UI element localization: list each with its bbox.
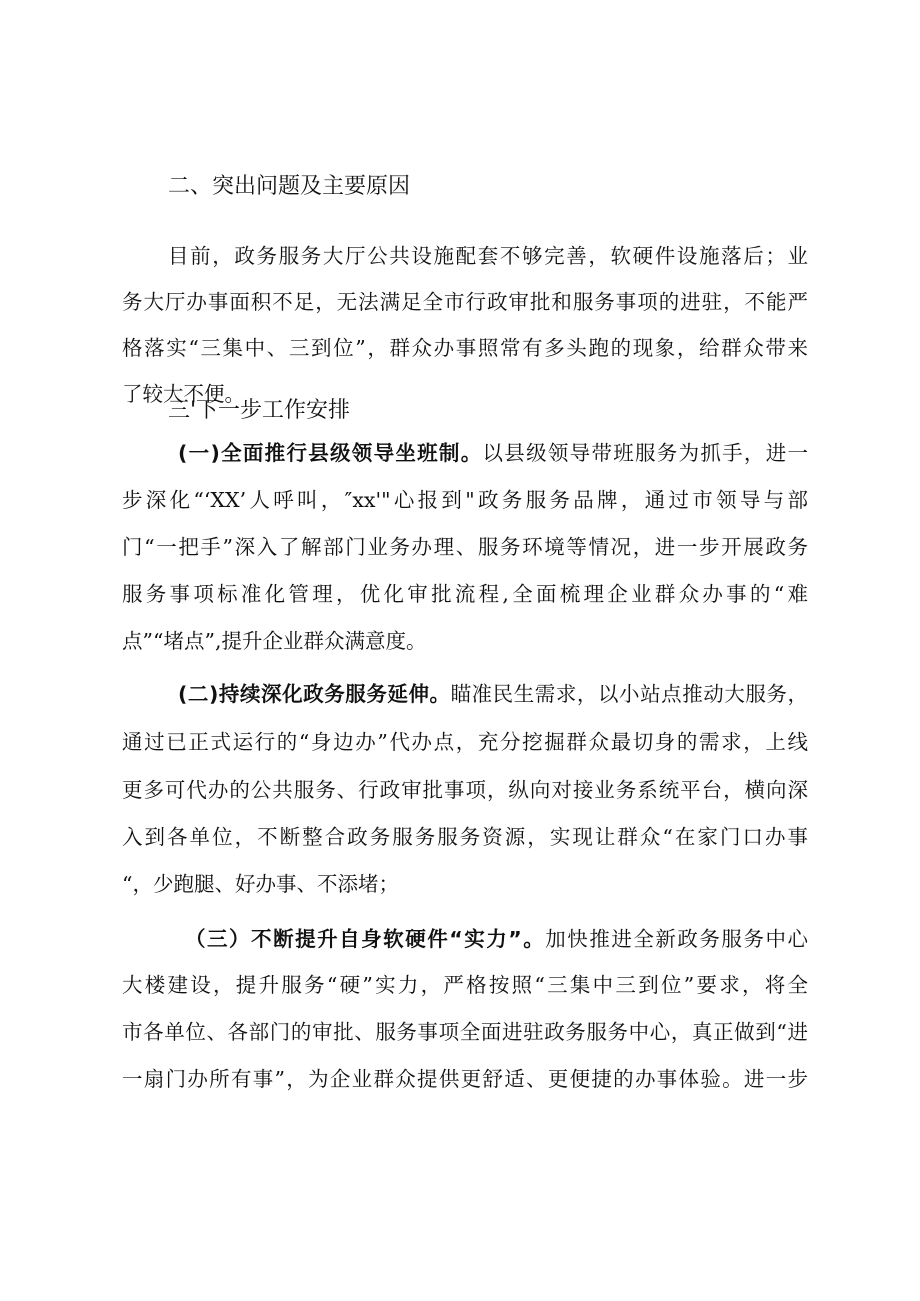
paragraph-line: 入到各单位，不断整合政务服务服务资源，实现让群众“在家门口办事 — [122, 825, 808, 849]
paragraph-line: 门“一把手”深入了解部门业务办理、服务环境等情况，进一步开展政务 — [122, 535, 808, 559]
paragraph-first-line — [185, 924, 808, 954]
paragraph-line: 一扇门办所有事”，为企业群众提供更舒适、更便捷的办事体验。进一步 — [122, 1067, 808, 1091]
section-heading-problems: 二、突出问题及主要原因 — [168, 174, 411, 199]
paragraph-line: “，少跑腿、好办事、不添堵； — [122, 872, 399, 896]
paragraph-line: 格落实“三集中、三到位”，群众办事照常有多头跑的现象，给群众带来 — [122, 336, 808, 360]
paragraph-lead-rest: 加快推进全新政务服务中心 — [545, 927, 808, 951]
paragraph-lead-bold: (一)全面推行县级领导坐班制。 — [178, 441, 483, 465]
paragraph-lead-rest: 瞄准民生需求，以小站点推动大服务， — [450, 682, 808, 706]
paragraph-line: 目前，政务服务大厅公共设施配套不够完善，软硬件设施落后；业 — [168, 244, 808, 268]
paragraph-lead-rest: 以县级领导带班服务为抓手，进一 — [482, 441, 808, 465]
paragraph-lead-bold: （三）不断提升自身软硬件“实力”。 — [185, 927, 546, 951]
paragraph-lead-bold: (二)持续深化政务服务延伸。 — [178, 682, 451, 706]
paragraph-line: 大楼建设，提升服务“硬”实力，严格按照“三集中三到位”要求，将全 — [122, 973, 808, 997]
paragraph-first-line — [178, 438, 808, 468]
paragraph-line: 了较大不便。 — [122, 382, 245, 406]
paragraph-line: 通过已正式运行的“身边办”代办点，充分挖掘群众最切身的需求，上线 — [122, 730, 808, 754]
paragraph-line: 服务事项标准化管理，优化审批流程,全面梳理企业群众办事的“难 — [122, 582, 808, 606]
section-heading-next-steps: 三'下一步工作安排 — [168, 398, 351, 423]
paragraph-line: 点”“堵点”,提升企业群众满意度。 — [122, 629, 427, 653]
paragraph-line: 市各单位、各部门的审批、服务事项全面进驻政务服务中心，真正做到“进 — [122, 1020, 808, 1044]
paragraph-line: 步深化“‘XX’人呼叫，″xx'"心报到"政务服务品牌，通过市领导与部 — [122, 488, 808, 512]
paragraph-first-line — [178, 679, 808, 709]
paragraph-line: 务大厅办事面积不足，无法满足全市行政审批和服务事项的进驻，不能严 — [122, 290, 808, 314]
paragraph-line: 更多可代办的公共服务、行政审批事项，纵向对接业务系统平台，横向深 — [122, 778, 808, 802]
